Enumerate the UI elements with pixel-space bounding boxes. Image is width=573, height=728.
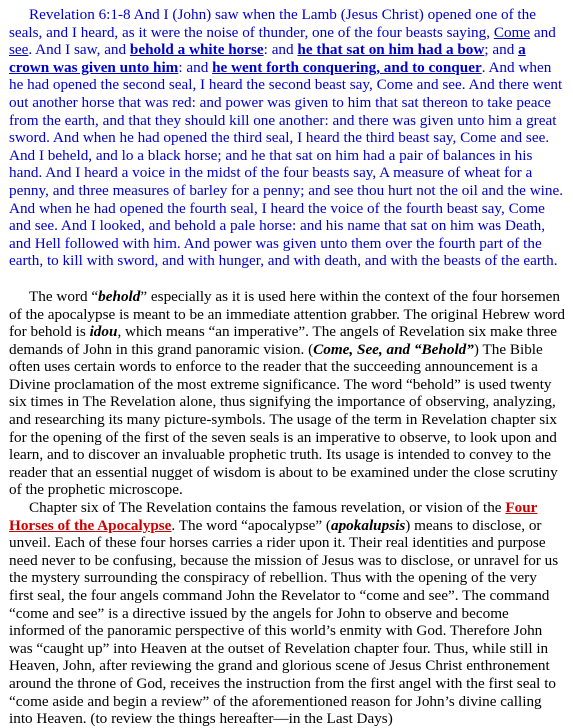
four-horses-link[interactable]: Four Horses of the Apocalypse xyxy=(9,499,538,534)
body-text: The word “ xyxy=(29,287,99,305)
body-text: ) The Bible often uses certain words to enforce to the reader that the succeeding announcement is a Divine proclamation of the most extreme significance. The word “behold” is used twenty six times in The Revelation alone, thus signifying the importance of observing, analyzing, and researching its many picture-symbols. The usage of the term in Revelation chapter six for the opening of the first of the seven seals is an imperative to observe, to look upon and learn, and to discover an invaluable prophetic truth. Its usage is intended to convey to the reader that an essential nugget of wisdom is about to be examined under the close scrutiny of the prophetic microscope. xyxy=(9,340,558,499)
behold-term: behold xyxy=(98,287,141,305)
white-horse-link[interactable]: behold a white horse xyxy=(129,41,264,59)
demands-term: Come, See, and “Behold” xyxy=(313,340,474,358)
idou-term: idou xyxy=(89,323,118,341)
body-text: . The word “apocalypse” ( xyxy=(171,516,331,534)
verse-text: : and xyxy=(263,41,298,59)
verse-text: Revelation 6:1-8 And I (John) saw when the Lamb (Jesus Christ) opened one of the seals, and I heard, as it were the noise of thunder, one of the four beasts saying, xyxy=(9,6,536,41)
body-text: Chapter six of The Revelation contains the famous revelation, or vision of the xyxy=(29,499,506,517)
verse-text: . And when he had opened the second seal, I heard the second beast say, Come and see. And there went out another horse that was red: and power was given to him that sat thereon to take peace from the earth, and that they should kill one another: and there was given unto him a great sword. And when he had opened the third seal, I heard the third beast say, Come and see. And I beheld, and lo a black horse; and he that sat on him had a pair of balances in his hand. And I heard a voice in the midst of the four beasts say, A measure of wheat for a penny, and three measures of barley for a penny; and see thou hurt not the oil and the wine. And when he had opened the fourth seal, I heard the voice of the fourth beast say, Come and see. And I looked, and behold a pale horse: and his name that sat on him was Death, and Hell followed with him. And power was given unto them over the fourth part of the earth, to kill with sword, and with hunger, and with death, and with the beasts of the earth. xyxy=(9,58,564,270)
scripture-passage xyxy=(9,6,565,270)
bow-link[interactable]: he that sat on him had a bow xyxy=(297,41,485,59)
verse-text: : and xyxy=(178,58,213,76)
come-link[interactable]: Come xyxy=(493,23,531,41)
body-text: , which means “an imperative”. The angels of Revelation six make three demands of John in this grand panoramic vision. ( xyxy=(9,323,558,358)
verse-text: and xyxy=(530,23,556,41)
body-text: ) means to disclose, or unveil. Each of these four horses carries a rider upon it. Their real identities and purpose need never to be confusing, because the mission of Jesus was to disclose, or unravel for us the mystery surrounding the conspiracy of rebellion. Thus with the opening of the very first seal, the four angels command John the Revelator to “come and see”. The command “come and see” is a directive issued by the angels for John to observe and become informed of the panoramic perspective of this world’s enmity with God. Therefore John was “caught up” into Heaven at the outset of Revelation chapter four. Thus, while still in Heaven, John, after reviewing the grand and glorious scene of Jesus Christ enthronement around the throne of God, receives the instruction from the first angel with the first seal to “come aside and begin a review” of the aforementioned reason for John’s divine calling into Heaven. (to review the things hereafter—in the Last Days) xyxy=(9,516,559,728)
apocalypse-paragraph xyxy=(9,499,565,728)
apokalupsis-term: apokalupsis xyxy=(330,516,406,534)
paragraph-gap xyxy=(9,270,565,288)
body-text: ” especially as it is used here within the context of the four horsemen of the apocalypse is meant to be an immediate attention grabber. The original Hebrew word for behold is xyxy=(9,287,565,341)
verse-text: . And I saw, and xyxy=(28,41,130,59)
crown-link[interactable]: a crown was given unto him xyxy=(9,41,526,76)
behold-paragraph xyxy=(9,288,565,499)
see-link[interactable]: see xyxy=(9,41,29,59)
conquering-link[interactable]: he went forth conquering, and to conquer xyxy=(212,58,482,76)
verse-text: ; and xyxy=(484,41,519,59)
